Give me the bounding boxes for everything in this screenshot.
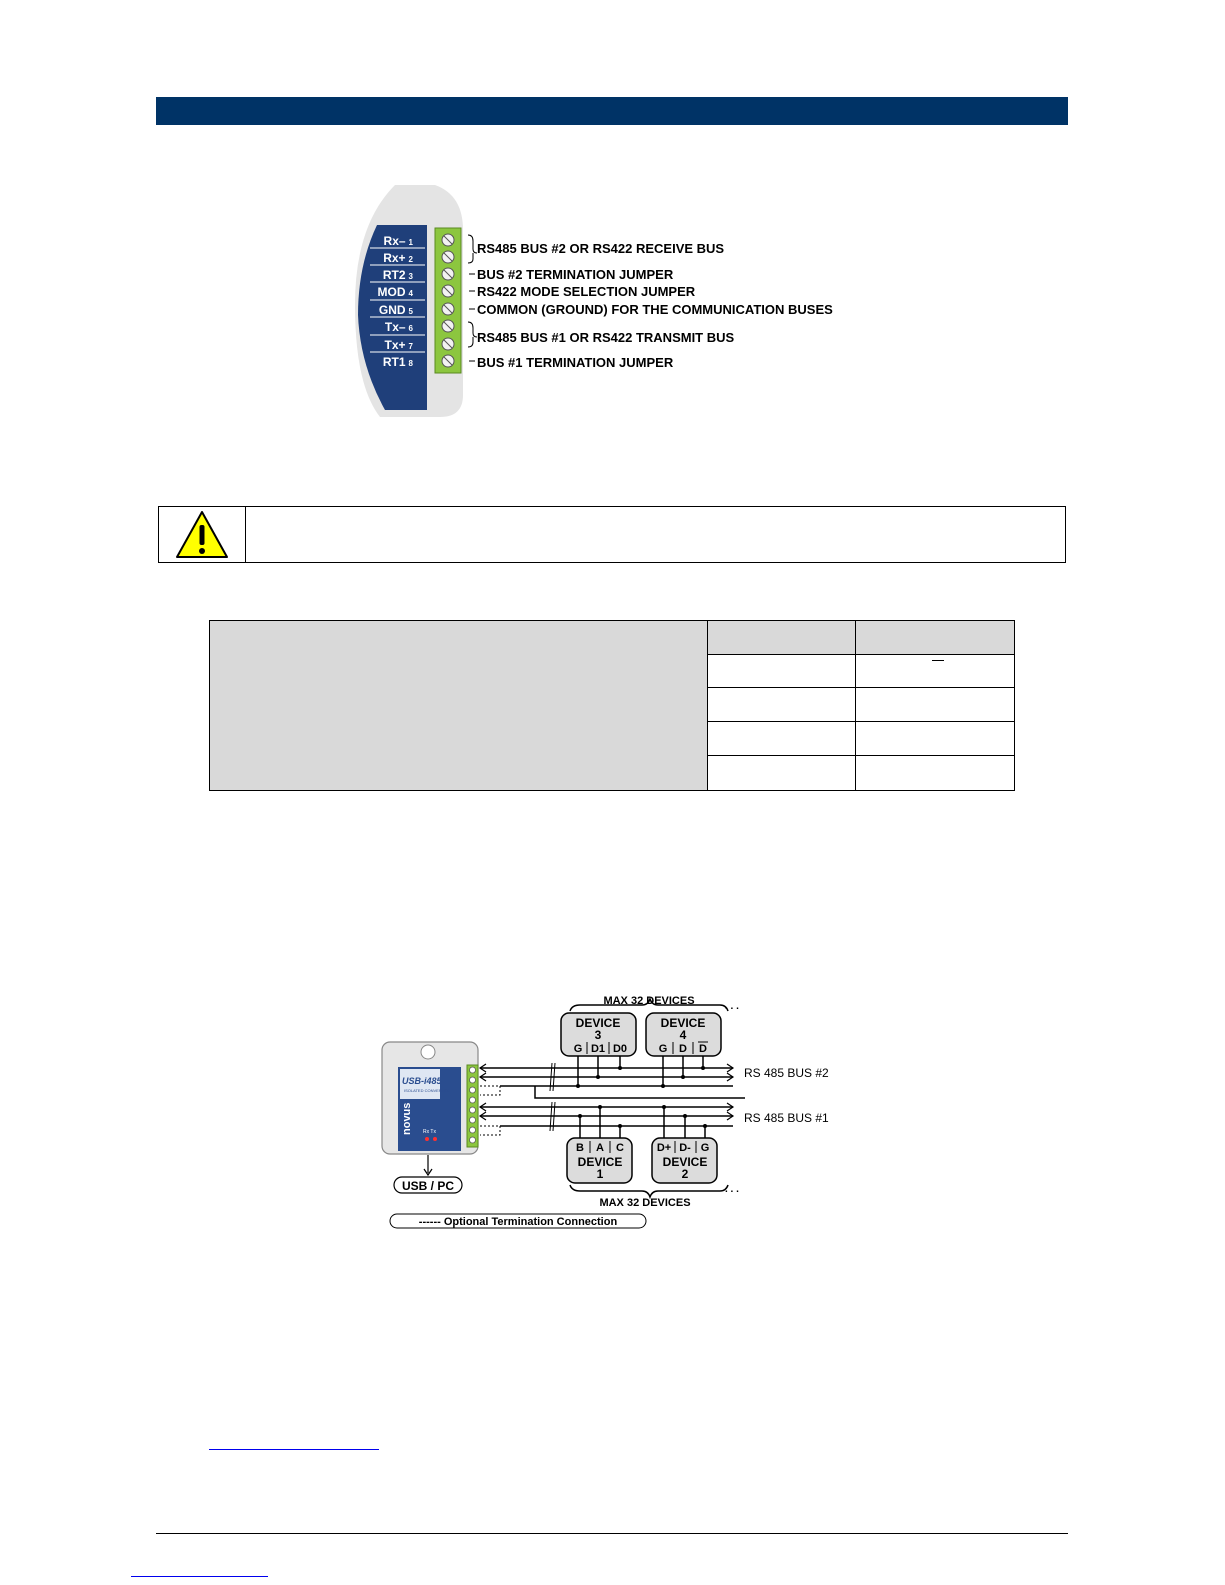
svg-text:G: G <box>573 1043 583 1055</box>
table-cell <box>708 654 856 688</box>
table-description-cell <box>210 621 708 790</box>
pin-label: Rx+ 2 <box>383 251 413 265</box>
svg-text:D+: D+ <box>656 1142 672 1154</box>
svg-text:2: 2 <box>681 1167 689 1181</box>
usb-converter <box>382 1042 478 1154</box>
footer-link-underline[interactable] <box>131 1576 268 1577</box>
jumper-table <box>209 620 1015 791</box>
table-cell <box>708 722 856 756</box>
legend-optional-termination: ------ Optional Termination Connection <box>418 1216 618 1228</box>
svg-text:D-: D- <box>679 1142 691 1154</box>
svg-text:1: 1 <box>596 1167 604 1181</box>
table-header-cell <box>708 621 856 654</box>
pin-label: RT1 8 <box>382 355 413 369</box>
svg-text:G: G <box>700 1142 710 1154</box>
bottom-brace <box>570 1185 728 1197</box>
pin-label: RT2 3 <box>382 268 413 282</box>
bus-1-lines <box>480 1107 733 1126</box>
svg-text:USB-i485: USB-i485 <box>402 1076 442 1086</box>
gnd-description: COMMON (GROUND) FOR THE COMMUNICATION BUSES <box>477 302 833 317</box>
svg-text:B: B <box>576 1142 584 1154</box>
bus2-description: RS485 BUS #2 OR RS422 RECEIVE BUS <box>477 241 725 256</box>
pin-label: Rx– 1 <box>383 234 413 248</box>
device-4-box <box>646 1013 721 1056</box>
table-cell <box>856 654 1014 688</box>
max-devices-top: MAX 32 DEVICES <box>603 995 695 1007</box>
connector-housing-graphic <box>355 185 465 421</box>
table-cell <box>856 688 1014 722</box>
svg-text:C: C <box>616 1142 624 1154</box>
connector-terminal-figure <box>355 185 875 421</box>
svg-text:D: D <box>679 1043 687 1055</box>
svg-text:4: 4 <box>679 1028 687 1042</box>
svg-text:G: G <box>658 1043 668 1055</box>
ellipsis: . . . <box>725 1184 739 1195</box>
bus-2-label: RS 485 BUS #2 <box>744 1066 829 1080</box>
pin-label: Tx+ 7 <box>384 338 413 352</box>
device-2-box <box>652 1138 717 1183</box>
pin-label: MOD 4 <box>377 285 413 299</box>
usb-pc-label: USB / PC <box>401 1179 455 1193</box>
brand-logo: novus <box>401 1102 413 1135</box>
footer-rule <box>156 1533 1068 1534</box>
rt1-description: BUS #1 TERMINATION JUMPER <box>477 355 674 370</box>
optional-termination-dashes <box>480 1086 500 1135</box>
svg-text:DEVICE: DEVICE <box>575 1016 621 1030</box>
overline-mark <box>932 660 944 661</box>
svg-text:3: 3 <box>594 1028 602 1042</box>
ellipsis: . . . <box>725 1001 739 1012</box>
pin-label: Tx– 6 <box>384 320 413 334</box>
warning-triangle-icon <box>159 507 245 562</box>
svg-text:Rx Tx: Rx Tx <box>423 1129 436 1135</box>
table-header-cell <box>856 621 1014 654</box>
table-cell <box>856 722 1014 756</box>
svg-text:D0: D0 <box>612 1043 628 1055</box>
wiring-diagram <box>380 995 860 1240</box>
hyperlink-underline[interactable] <box>209 1449 379 1450</box>
svg-text:ISOLATED CONVERTER: ISOLATED CONVERTER <box>404 1088 450 1093</box>
pin-label: GND 5 <box>378 303 413 317</box>
table-cell <box>708 756 856 790</box>
device-1-box <box>567 1138 632 1183</box>
mod-description: RS422 MODE SELECTION JUMPER <box>477 284 696 299</box>
bus-2-lines <box>480 1068 733 1086</box>
warning-box <box>158 506 1066 563</box>
rt2-description: BUS #2 TERMINATION JUMPER <box>477 267 674 282</box>
device-3-box <box>561 1013 636 1056</box>
max-devices-bottom: MAX 32 DEVICES <box>599 1197 691 1209</box>
svg-text:DEVICE: DEVICE <box>660 1016 706 1030</box>
svg-text:D: D <box>699 1043 707 1055</box>
svg-text:D1: D1 <box>590 1043 606 1055</box>
svg-text:DEVICE: DEVICE <box>577 1155 623 1169</box>
table-cell <box>856 756 1014 790</box>
table-cell <box>708 688 856 722</box>
bus-1-label: RS 485 BUS #1 <box>744 1111 829 1125</box>
warning-icon-cell <box>159 507 246 562</box>
svg-text:DEVICE: DEVICE <box>662 1155 708 1169</box>
bus1-description: RS485 BUS #1 OR RS422 TRANSMIT BUS <box>477 330 735 345</box>
svg-text:A: A <box>596 1142 604 1154</box>
header-bar <box>156 97 1068 125</box>
